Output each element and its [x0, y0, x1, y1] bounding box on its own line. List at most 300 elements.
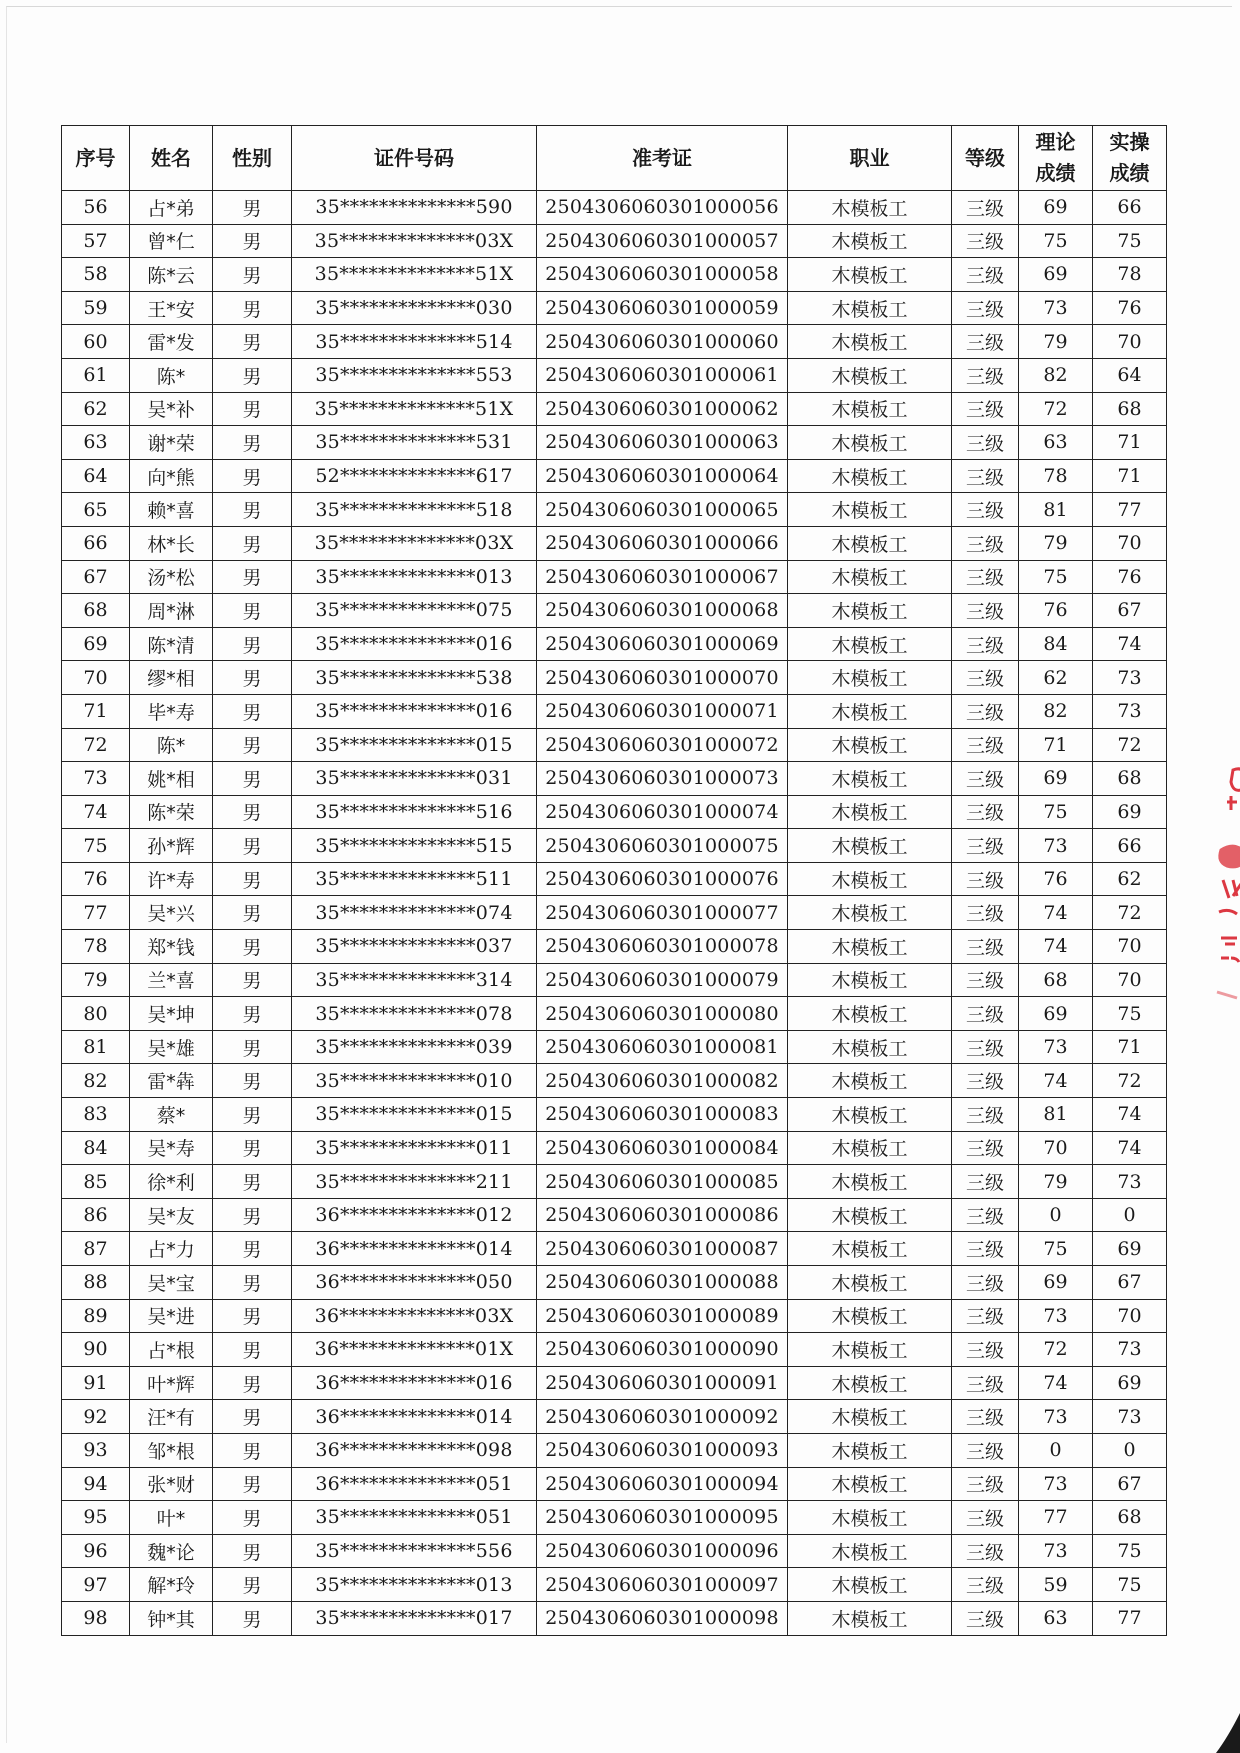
cell-id-number: 35**************011 — [292, 1131, 537, 1165]
cell-level: 三级 — [952, 258, 1019, 292]
cell-occupation: 木模板工 — [788, 191, 952, 225]
cell-gender: 男 — [213, 1232, 292, 1266]
cell-name: 吴*友 — [130, 1198, 213, 1232]
cell-name: 陈*清 — [130, 627, 213, 661]
cell-ticket: 2504306060301000094 — [537, 1467, 788, 1501]
cell-occupation: 木模板工 — [788, 728, 952, 762]
cell-gender: 男 — [213, 258, 292, 292]
cell-level: 三级 — [952, 594, 1019, 628]
cell-level: 三级 — [952, 1165, 1019, 1199]
cell-id-number: 36**************01X — [292, 1333, 537, 1367]
cell-ticket: 2504306060301000059 — [537, 291, 788, 325]
cell-name: 吴*补 — [130, 392, 213, 426]
cell-gender: 男 — [213, 493, 292, 527]
table-row — [62, 862, 1167, 896]
cell-gender: 男 — [213, 1433, 292, 1467]
cell-gender: 男 — [213, 1165, 292, 1199]
cell-name: 邹*根 — [130, 1433, 213, 1467]
cell-practice-score: 73 — [1093, 1333, 1167, 1367]
cell-ticket: 2504306060301000066 — [537, 526, 788, 560]
header-seq: 序号 — [62, 126, 130, 191]
header-id-number: 证件号码 — [292, 126, 537, 191]
cell-ticket: 2504306060301000065 — [537, 493, 788, 527]
cell-practice-score: 73 — [1093, 1400, 1167, 1434]
table-row — [62, 459, 1167, 493]
cell-theory-score: 73 — [1019, 1467, 1093, 1501]
cell-theory-score: 73 — [1019, 291, 1093, 325]
cell-practice-score: 76 — [1093, 560, 1167, 594]
cell-practice-score: 64 — [1093, 358, 1167, 392]
cell-level: 三级 — [952, 627, 1019, 661]
cell-seq: 67 — [62, 560, 130, 594]
header-level: 等级 — [952, 126, 1019, 191]
cell-practice-score: 74 — [1093, 627, 1167, 661]
cell-theory-score: 59 — [1019, 1568, 1093, 1602]
cell-seq: 65 — [62, 493, 130, 527]
cell-level: 三级 — [952, 191, 1019, 225]
cell-occupation: 木模板工 — [788, 1198, 952, 1232]
cell-gender: 男 — [213, 694, 292, 728]
cell-occupation: 木模板工 — [788, 1333, 952, 1367]
cell-seq: 93 — [62, 1433, 130, 1467]
cell-occupation: 木模板工 — [788, 930, 952, 964]
cell-seq: 78 — [62, 930, 130, 964]
table-row — [62, 1568, 1167, 1602]
cell-theory-score: 69 — [1019, 1266, 1093, 1300]
cell-ticket: 2504306060301000076 — [537, 862, 788, 896]
cell-id-number: 35**************511 — [292, 862, 537, 896]
cell-seq: 88 — [62, 1266, 130, 1300]
cell-seq: 71 — [62, 694, 130, 728]
cell-ticket: 2504306060301000061 — [537, 358, 788, 392]
table-row — [62, 1030, 1167, 1064]
cell-name: 许*寿 — [130, 862, 213, 896]
cell-occupation: 木模板工 — [788, 1098, 952, 1132]
cell-occupation: 木模板工 — [788, 896, 952, 930]
cell-seq: 69 — [62, 627, 130, 661]
cell-seq: 82 — [62, 1064, 130, 1098]
cell-gender: 男 — [213, 1366, 292, 1400]
cell-level: 三级 — [952, 1534, 1019, 1568]
cell-name: 赖*喜 — [130, 493, 213, 527]
cell-name: 缪*相 — [130, 661, 213, 695]
cell-practice-score: 75 — [1093, 224, 1167, 258]
cell-occupation: 木模板工 — [788, 795, 952, 829]
cell-practice-score: 75 — [1093, 1534, 1167, 1568]
cell-theory-score: 74 — [1019, 1366, 1093, 1400]
table-row — [62, 728, 1167, 762]
cell-id-number: 35**************017 — [292, 1601, 537, 1635]
cell-occupation: 木模板工 — [788, 1433, 952, 1467]
cell-gender: 男 — [213, 1601, 292, 1635]
cell-gender: 男 — [213, 1333, 292, 1367]
cell-id-number: 35**************556 — [292, 1534, 537, 1568]
cell-ticket: 2504306060301000057 — [537, 224, 788, 258]
cell-theory-score: 74 — [1019, 896, 1093, 930]
cell-practice-score: 68 — [1093, 762, 1167, 796]
table-row — [62, 1433, 1167, 1467]
table-row — [62, 1064, 1167, 1098]
cell-id-number: 36**************051 — [292, 1467, 537, 1501]
cell-theory-score: 74 — [1019, 1064, 1093, 1098]
cell-id-number: 35**************016 — [292, 694, 537, 728]
cell-seq: 87 — [62, 1232, 130, 1266]
cell-seq: 57 — [62, 224, 130, 258]
cell-occupation: 木模板工 — [788, 1400, 952, 1434]
table-row — [62, 1198, 1167, 1232]
cell-practice-score: 68 — [1093, 392, 1167, 426]
cell-name: 吴*雄 — [130, 1030, 213, 1064]
cell-theory-score: 73 — [1019, 1299, 1093, 1333]
table-row — [62, 1299, 1167, 1333]
cell-theory-score: 81 — [1019, 1098, 1093, 1132]
cell-seq: 83 — [62, 1098, 130, 1132]
cell-seq: 91 — [62, 1366, 130, 1400]
cell-theory-score: 78 — [1019, 459, 1093, 493]
cell-practice-score: 70 — [1093, 325, 1167, 359]
cell-id-number: 35**************531 — [292, 426, 537, 460]
cell-level: 三级 — [952, 560, 1019, 594]
cell-level: 三级 — [952, 1400, 1019, 1434]
cell-id-number: 35**************016 — [292, 627, 537, 661]
cell-theory-score: 71 — [1019, 728, 1093, 762]
cell-practice-score: 70 — [1093, 963, 1167, 997]
table-row — [62, 224, 1167, 258]
cell-seq: 56 — [62, 191, 130, 225]
cell-level: 三级 — [952, 829, 1019, 863]
cell-gender: 男 — [213, 526, 292, 560]
cell-theory-score: 69 — [1019, 191, 1093, 225]
cell-theory-score: 72 — [1019, 392, 1093, 426]
cell-occupation: 木模板工 — [788, 627, 952, 661]
cell-ticket: 2504306060301000075 — [537, 829, 788, 863]
cell-occupation: 木模板工 — [788, 594, 952, 628]
cell-level: 三级 — [952, 728, 1019, 762]
cell-id-number: 35**************078 — [292, 997, 537, 1031]
cell-occupation: 木模板工 — [788, 493, 952, 527]
cell-ticket: 2504306060301000071 — [537, 694, 788, 728]
cell-ticket: 2504306060301000081 — [537, 1030, 788, 1064]
cell-seq: 60 — [62, 325, 130, 359]
cell-name: 张*财 — [130, 1467, 213, 1501]
cell-practice-score: 0 — [1093, 1433, 1167, 1467]
cell-theory-score: 73 — [1019, 1030, 1093, 1064]
cell-ticket: 2504306060301000079 — [537, 963, 788, 997]
cell-occupation: 木模板工 — [788, 1299, 952, 1333]
cell-id-number: 35**************553 — [292, 358, 537, 392]
cell-seq: 74 — [62, 795, 130, 829]
cell-seq: 64 — [62, 459, 130, 493]
header-name: 姓名 — [130, 126, 213, 191]
cell-ticket: 2504306060301000060 — [537, 325, 788, 359]
cell-id-number: 35**************516 — [292, 795, 537, 829]
cell-occupation: 木模板工 — [788, 963, 952, 997]
cell-id-number: 36**************03X — [292, 1299, 537, 1333]
cell-gender: 男 — [213, 1131, 292, 1165]
table-row — [62, 963, 1167, 997]
cell-id-number: 35**************031 — [292, 762, 537, 796]
cell-ticket: 2504306060301000070 — [537, 661, 788, 695]
cell-occupation: 木模板工 — [788, 1165, 952, 1199]
cell-id-number: 35**************010 — [292, 1064, 537, 1098]
cell-seq: 66 — [62, 526, 130, 560]
cell-practice-score: 71 — [1093, 426, 1167, 460]
header-practice-line2: 成绩 — [1109, 161, 1150, 185]
cell-occupation: 木模板工 — [788, 325, 952, 359]
cell-level: 三级 — [952, 224, 1019, 258]
cell-gender: 男 — [213, 762, 292, 796]
cell-occupation: 木模板工 — [788, 694, 952, 728]
cell-seq: 81 — [62, 1030, 130, 1064]
cell-name: 钟*其 — [130, 1601, 213, 1635]
table-row — [62, 191, 1167, 225]
cell-gender: 男 — [213, 997, 292, 1031]
cell-name: 陈* — [130, 358, 213, 392]
cell-practice-score: 76 — [1093, 291, 1167, 325]
cell-level: 三级 — [952, 661, 1019, 695]
cell-theory-score: 69 — [1019, 997, 1093, 1031]
cell-seq: 62 — [62, 392, 130, 426]
cell-id-number: 35**************015 — [292, 1098, 537, 1132]
cell-level: 三级 — [952, 1601, 1019, 1635]
cell-gender: 男 — [213, 1299, 292, 1333]
cell-name: 叶*辉 — [130, 1366, 213, 1400]
cell-id-number: 36**************014 — [292, 1232, 537, 1266]
cell-theory-score: 75 — [1019, 1232, 1093, 1266]
cell-seq: 70 — [62, 661, 130, 695]
cell-gender: 男 — [213, 1198, 292, 1232]
cell-seq: 75 — [62, 829, 130, 863]
cell-occupation: 木模板工 — [788, 1467, 952, 1501]
cell-occupation: 木模板工 — [788, 258, 952, 292]
table-row — [62, 1467, 1167, 1501]
cell-id-number: 52**************617 — [292, 459, 537, 493]
cell-theory-score: 73 — [1019, 829, 1093, 863]
cell-name: 王*安 — [130, 291, 213, 325]
cell-practice-score: 73 — [1093, 1165, 1167, 1199]
cell-practice-score: 77 — [1093, 493, 1167, 527]
cell-practice-score: 71 — [1093, 1030, 1167, 1064]
cell-practice-score: 72 — [1093, 896, 1167, 930]
cell-gender: 男 — [213, 963, 292, 997]
cell-level: 三级 — [952, 1433, 1019, 1467]
cell-level: 三级 — [952, 1030, 1019, 1064]
cell-gender: 男 — [213, 358, 292, 392]
cell-practice-score: 74 — [1093, 1131, 1167, 1165]
table-row — [62, 1534, 1167, 1568]
cell-occupation: 木模板工 — [788, 459, 952, 493]
cell-name: 曾*仁 — [130, 224, 213, 258]
cell-practice-score: 68 — [1093, 1501, 1167, 1535]
cell-name: 毕*寿 — [130, 694, 213, 728]
header-gender: 性别 — [213, 126, 292, 191]
cell-gender: 男 — [213, 291, 292, 325]
cell-theory-score: 73 — [1019, 1400, 1093, 1434]
cell-level: 三级 — [952, 1064, 1019, 1098]
header-theory-line2: 成绩 — [1035, 161, 1076, 185]
cell-practice-score: 69 — [1093, 1232, 1167, 1266]
cell-theory-score: 79 — [1019, 1165, 1093, 1199]
cell-id-number: 35**************514 — [292, 325, 537, 359]
cell-theory-score: 63 — [1019, 426, 1093, 460]
cell-theory-score: 72 — [1019, 1333, 1093, 1367]
cell-ticket: 2504306060301000067 — [537, 560, 788, 594]
cell-seq: 63 — [62, 426, 130, 460]
table-row — [62, 661, 1167, 695]
cell-gender: 男 — [213, 426, 292, 460]
cell-level: 三级 — [952, 291, 1019, 325]
table-row — [62, 627, 1167, 661]
cell-name: 陈* — [130, 728, 213, 762]
cell-name: 向*熊 — [130, 459, 213, 493]
cell-seq: 97 — [62, 1568, 130, 1602]
cell-theory-score: 62 — [1019, 661, 1093, 695]
cell-level: 三级 — [952, 1131, 1019, 1165]
cell-practice-score: 67 — [1093, 1467, 1167, 1501]
table-body — [62, 191, 1167, 1636]
cell-name: 陈*荣 — [130, 795, 213, 829]
cell-occupation: 木模板工 — [788, 358, 952, 392]
cell-occupation: 木模板工 — [788, 1568, 952, 1602]
cell-theory-score: 79 — [1019, 526, 1093, 560]
cell-id-number: 36**************098 — [292, 1433, 537, 1467]
table-row — [62, 291, 1167, 325]
cell-id-number: 35**************518 — [292, 493, 537, 527]
cell-gender: 男 — [213, 930, 292, 964]
cell-name: 解*玲 — [130, 1568, 213, 1602]
cell-name: 兰*喜 — [130, 963, 213, 997]
cell-id-number: 35**************538 — [292, 661, 537, 695]
cell-level: 三级 — [952, 493, 1019, 527]
cell-name: 吴*宝 — [130, 1266, 213, 1300]
cell-seq: 77 — [62, 896, 130, 930]
cell-id-number: 35**************211 — [292, 1165, 537, 1199]
cell-name: 吴*兴 — [130, 896, 213, 930]
table-row — [62, 1501, 1167, 1535]
cell-level: 三级 — [952, 1467, 1019, 1501]
table-header — [62, 126, 1167, 191]
cell-level: 三级 — [952, 325, 1019, 359]
cell-id-number: 35**************03X — [292, 526, 537, 560]
cell-id-number: 35**************075 — [292, 594, 537, 628]
cell-id-number: 36**************014 — [292, 1400, 537, 1434]
cell-id-number: 35**************51X — [292, 392, 537, 426]
cell-level: 三级 — [952, 997, 1019, 1031]
cell-theory-score: 70 — [1019, 1131, 1093, 1165]
cell-id-number: 36**************012 — [292, 1198, 537, 1232]
table-row — [62, 1601, 1167, 1635]
cell-seq: 85 — [62, 1165, 130, 1199]
cell-ticket: 2504306060301000088 — [537, 1266, 788, 1300]
cell-ticket: 2504306060301000089 — [537, 1299, 788, 1333]
table-row — [62, 795, 1167, 829]
table-row — [62, 258, 1167, 292]
cell-id-number: 36**************016 — [292, 1366, 537, 1400]
cell-occupation: 木模板工 — [788, 526, 952, 560]
cell-name: 汤*松 — [130, 560, 213, 594]
cell-practice-score: 67 — [1093, 594, 1167, 628]
cell-theory-score: 63 — [1019, 1601, 1093, 1635]
cell-gender: 男 — [213, 795, 292, 829]
table-row — [62, 526, 1167, 560]
cell-id-number: 35**************515 — [292, 829, 537, 863]
cell-id-number: 36**************050 — [292, 1266, 537, 1300]
cell-seq: 86 — [62, 1198, 130, 1232]
cell-occupation: 木模板工 — [788, 862, 952, 896]
cell-occupation: 木模板工 — [788, 1534, 952, 1568]
cell-ticket: 2504306060301000085 — [537, 1165, 788, 1199]
table-row — [62, 930, 1167, 964]
cell-ticket: 2504306060301000080 — [537, 997, 788, 1031]
cell-seq: 76 — [62, 862, 130, 896]
header-row — [62, 126, 1167, 191]
cell-theory-score: 75 — [1019, 795, 1093, 829]
table-row — [62, 1266, 1167, 1300]
cell-practice-score: 70 — [1093, 930, 1167, 964]
cell-seq: 59 — [62, 291, 130, 325]
cell-gender: 男 — [213, 560, 292, 594]
cell-theory-score: 69 — [1019, 258, 1093, 292]
cell-practice-score: 72 — [1093, 728, 1167, 762]
cell-theory-score: 74 — [1019, 930, 1093, 964]
cell-occupation: 木模板工 — [788, 426, 952, 460]
cell-practice-score: 66 — [1093, 191, 1167, 225]
cell-level: 三级 — [952, 1333, 1019, 1367]
cell-gender: 男 — [213, 1098, 292, 1132]
cell-theory-score: 75 — [1019, 224, 1093, 258]
cell-ticket: 2504306060301000083 — [537, 1098, 788, 1132]
cell-occupation: 木模板工 — [788, 291, 952, 325]
cell-level: 三级 — [952, 1098, 1019, 1132]
cell-practice-score: 72 — [1093, 1064, 1167, 1098]
table-row — [62, 493, 1167, 527]
cell-gender: 男 — [213, 862, 292, 896]
cell-seq: 73 — [62, 762, 130, 796]
table-row — [62, 762, 1167, 796]
cell-name: 吴*寿 — [130, 1131, 213, 1165]
table-row — [62, 1333, 1167, 1367]
cell-gender: 男 — [213, 1568, 292, 1602]
cell-ticket: 2504306060301000068 — [537, 594, 788, 628]
cell-ticket: 2504306060301000062 — [537, 392, 788, 426]
table-row — [62, 1098, 1167, 1132]
table-row — [62, 392, 1167, 426]
cell-name: 汪*有 — [130, 1400, 213, 1434]
cell-seq: 84 — [62, 1131, 130, 1165]
cell-level: 三级 — [952, 896, 1019, 930]
cell-occupation: 木模板工 — [788, 1064, 952, 1098]
cell-gender: 男 — [213, 392, 292, 426]
cell-id-number: 35**************051 — [292, 1501, 537, 1535]
cell-seq: 98 — [62, 1601, 130, 1635]
cell-ticket: 2504306060301000090 — [537, 1333, 788, 1367]
table-row — [62, 1400, 1167, 1434]
cell-level: 三级 — [952, 1198, 1019, 1232]
cell-name: 孙*辉 — [130, 829, 213, 863]
cell-level: 三级 — [952, 795, 1019, 829]
cell-seq: 94 — [62, 1467, 130, 1501]
cell-seq: 92 — [62, 1400, 130, 1434]
cell-gender: 男 — [213, 1064, 292, 1098]
cell-practice-score: 77 — [1093, 1601, 1167, 1635]
cell-practice-score: 69 — [1093, 1366, 1167, 1400]
cell-level: 三级 — [952, 862, 1019, 896]
cell-occupation: 木模板工 — [788, 997, 952, 1031]
cell-name: 魏*论 — [130, 1534, 213, 1568]
table-row — [62, 1131, 1167, 1165]
cell-id-number: 35**************013 — [292, 1568, 537, 1602]
cell-seq: 68 — [62, 594, 130, 628]
